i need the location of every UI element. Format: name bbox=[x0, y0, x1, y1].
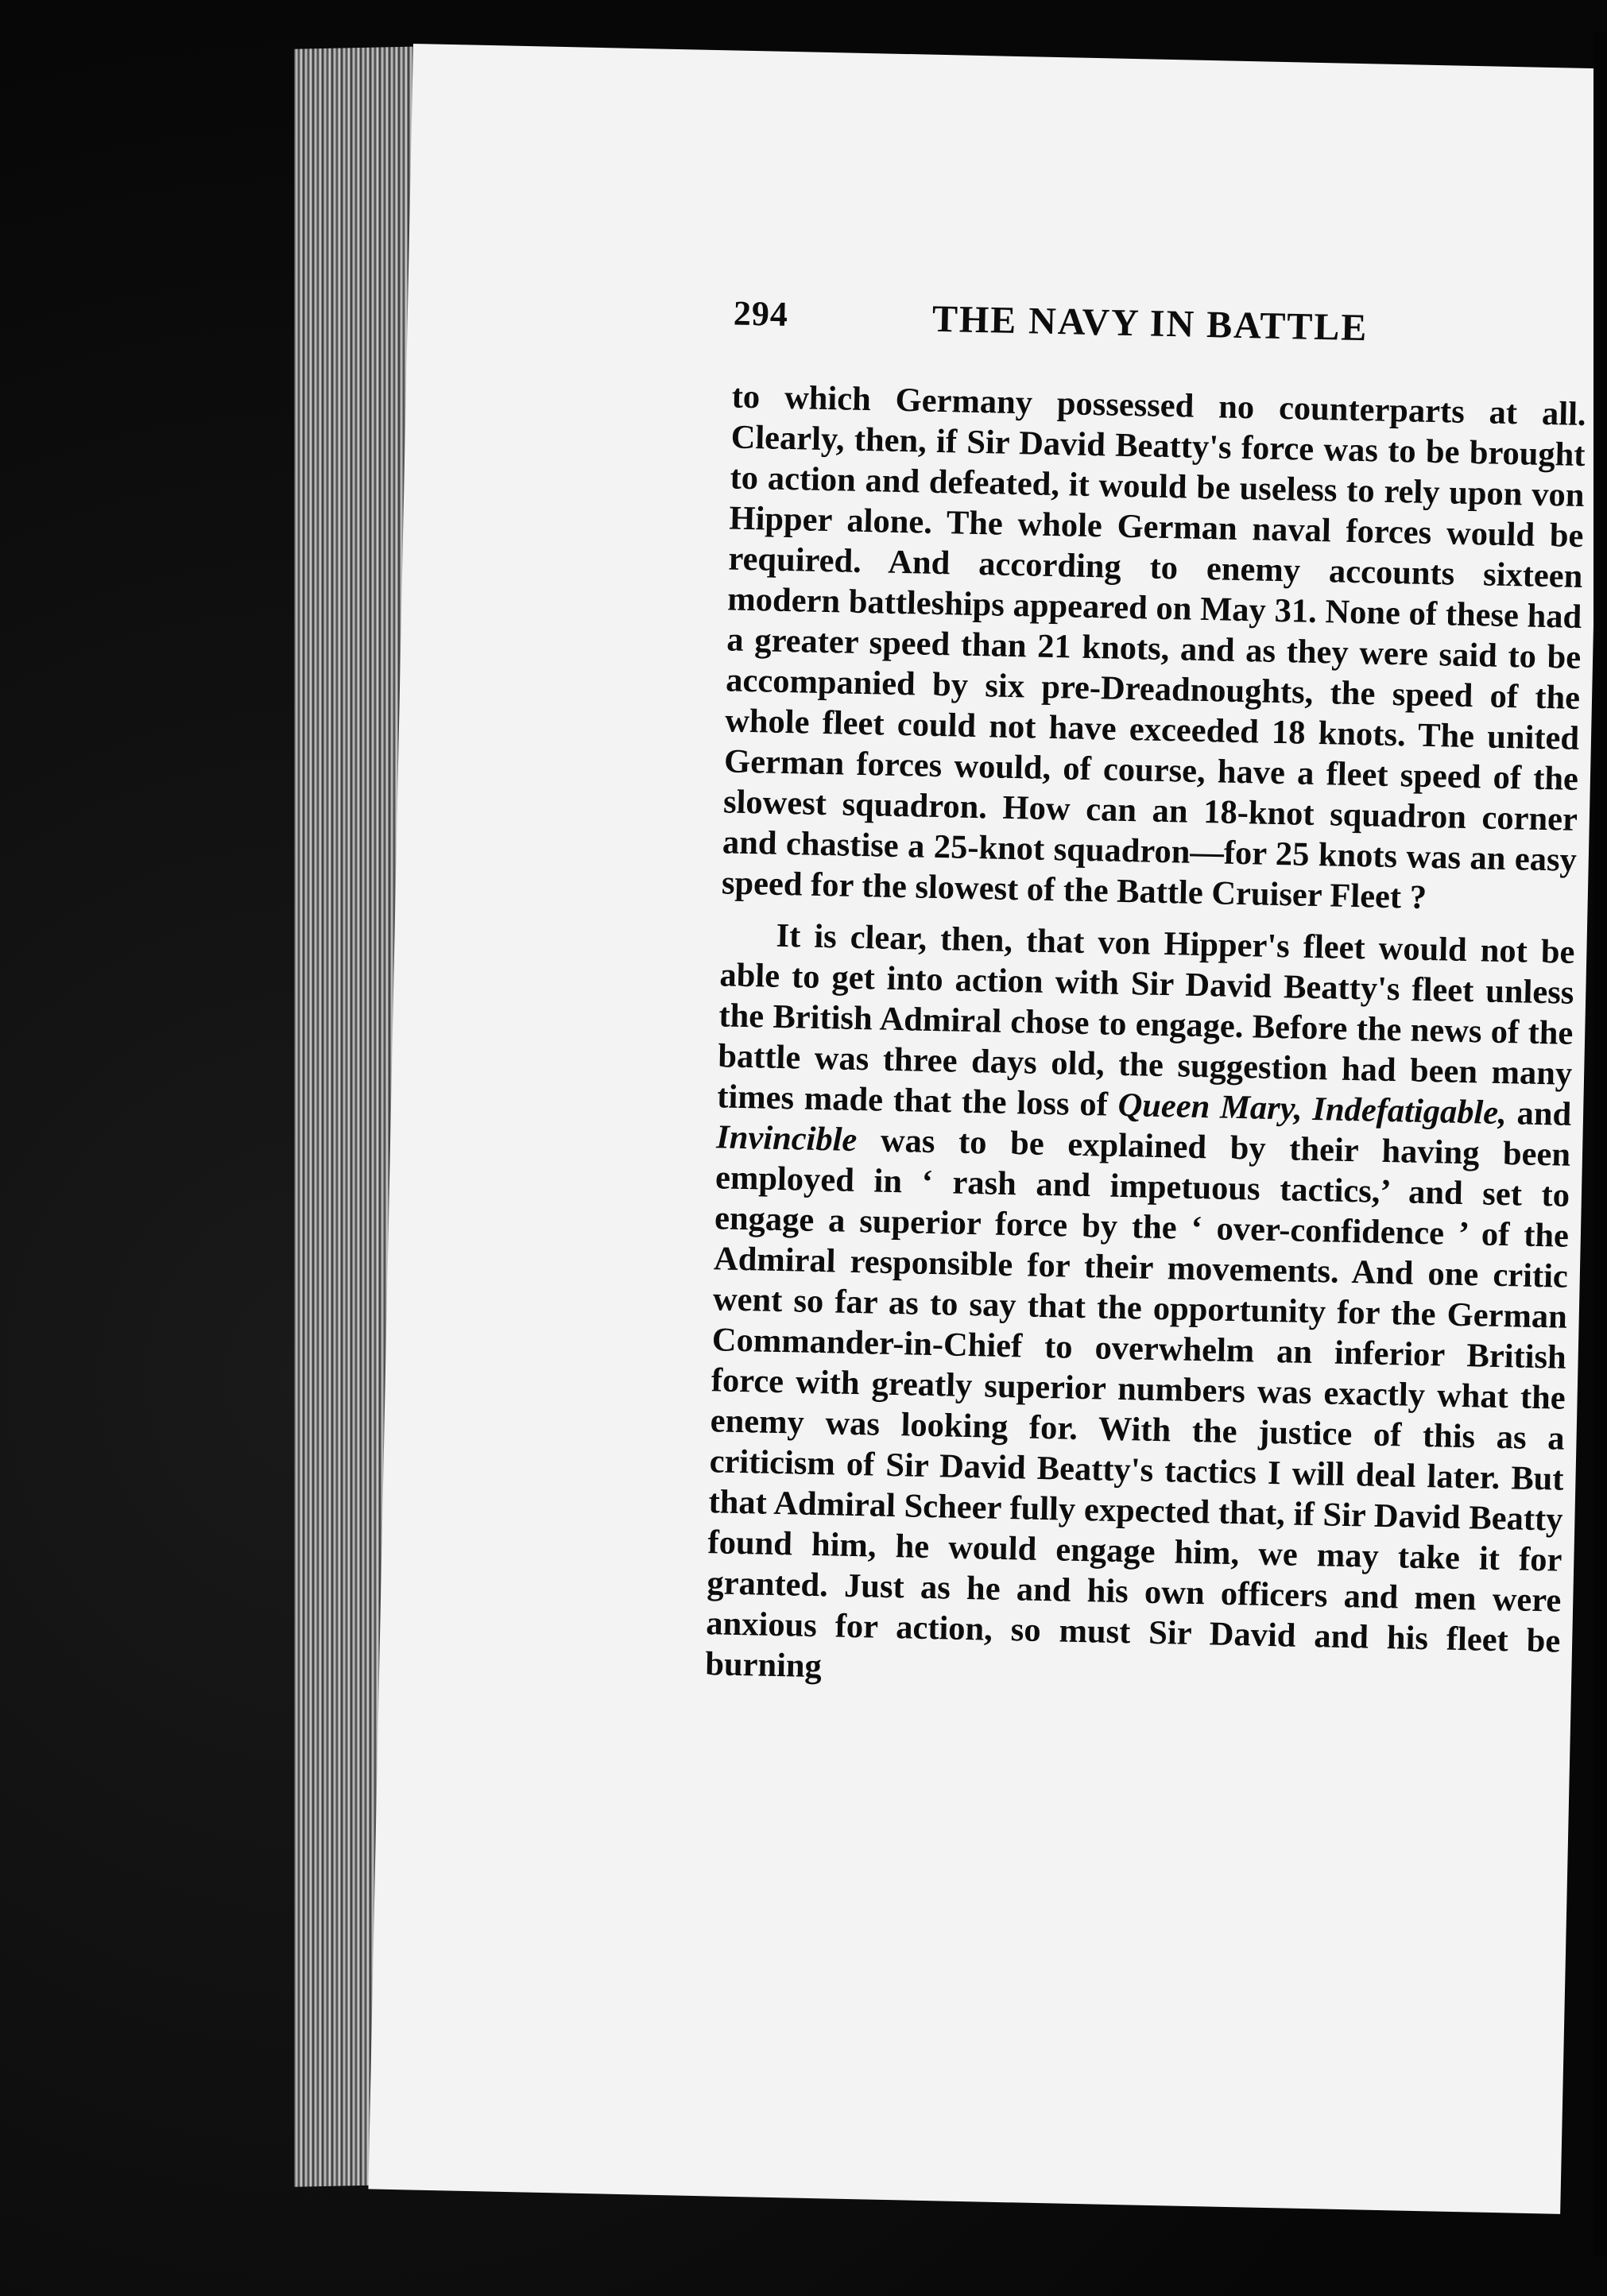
paragraph-2-before-ships: It is clear, then, that von Hipper's fleet would not be able to get into action with Sir David Beatty's fleet unless the British Admiral chose to engage. Before the news of the battle was three days old, the suggestion had been many times made that the loss of bbox=[716, 916, 1575, 1124]
ship-name-queen-mary: Queen Mary, bbox=[1117, 1086, 1303, 1128]
running-head bbox=[733, 285, 1592, 367]
paragraph-2 bbox=[705, 914, 1575, 1702]
running-title: THE NAVY IN BATTLE bbox=[931, 297, 1369, 350]
ship-name-invincible: Invincible bbox=[715, 1118, 858, 1159]
conjunction-and: and bbox=[1516, 1094, 1572, 1133]
ship-name-indefatigable: Indefatigable, bbox=[1311, 1090, 1508, 1133]
body-text bbox=[705, 376, 1586, 1702]
scan-right-edge bbox=[1593, 32, 1607, 2257]
paragraph-2-after-ships: was to be explained by their having been employed in ‘ rash and impetuous tactics,’ and set to engage a superior force by the ‘ over-confidence ’ of the Admiral responsible for their movements. And one critic went so far as to say that the opportunity for the German Commander-in-Chief to overwhelm an inferior British force with greatly superior numbers was exactly what the enemy was looking for. With the justice of this as a criticism of Sir David Beatty's tactics I will deal later. But that Admiral Scheer fully expected that, if Sir David Beatty found him, he would engage him, we may take it for granted. Just as he and his own officers and men were anxious for action, so must Sir David and his fleet be burning bbox=[704, 1121, 1571, 1686]
book-page bbox=[368, 44, 1605, 2214]
paragraph-1: to which Germany possessed no counterparts at all. Clearly, then, if Sir David Beatty's force was to be brought to action and defeated, it would be useless to rely upon von Hipper alone. The whole German naval forces would be required. And according to enemy accounts sixteen modern battleships appeared on May 31. None of these had a greater speed than 21 knots, and as they were said to be accompanied by six pre-Dreadnoughts, the speed of the whole fleet could not have exceeded 18 knots. The united German forces would, of course, have a fleet speed of the slowest squadron. How can an 18-knot squadron corner and chastise a 25-knot squadron—for 25 knots was an easy speed for the slowest of the Battle Cruiser Fleet ? bbox=[721, 378, 1587, 916]
page-number: 294 bbox=[733, 293, 789, 334]
